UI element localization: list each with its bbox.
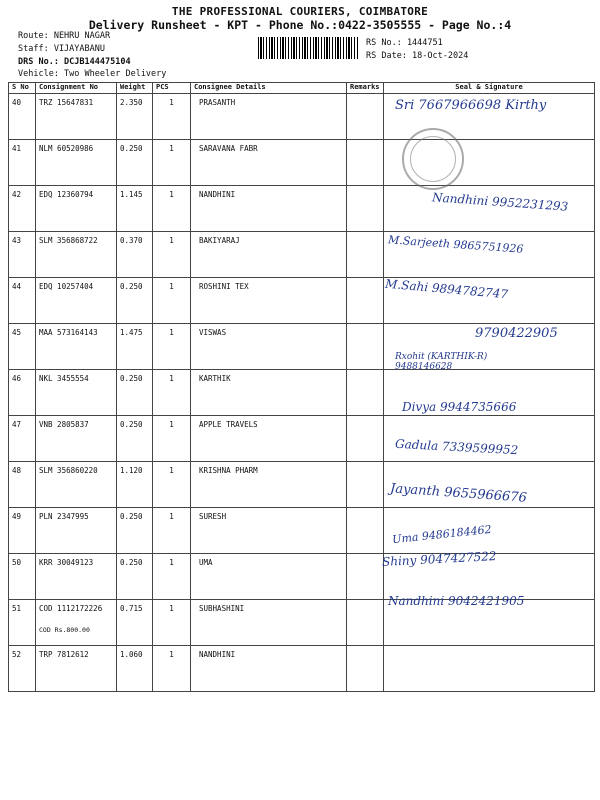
pcs-cell: [153, 554, 191, 600]
consignee-cell-text: NANDHINI: [199, 190, 236, 199]
consignment-cell: [36, 140, 117, 186]
weight-cell: [117, 600, 153, 646]
pcs-cell-text: 1: [169, 190, 174, 199]
consignment-cell: [36, 324, 117, 370]
weight-cell: [117, 646, 153, 692]
col-signature: Seal & Signature: [384, 83, 595, 94]
remarks-cell: [347, 646, 384, 692]
consignee-cell: [191, 600, 347, 646]
consignment-cell-text: NKL 3455554: [39, 374, 89, 383]
sno-cell-text: 41: [12, 144, 22, 153]
consignment-cell: [36, 416, 117, 462]
handwritten-signature: Sri 7667966698 Kirthy: [395, 98, 547, 113]
sno-cell: [9, 278, 36, 324]
consignment-cell-text: PLN 2347995: [39, 512, 89, 521]
consignment-cell-text: MAA 573164143: [39, 328, 98, 337]
sno-cell: [9, 94, 36, 140]
remarks-cell: [347, 508, 384, 554]
pcs-cell: [153, 646, 191, 692]
handwritten-signature: Shiny 9047427522: [381, 549, 497, 569]
consignment-cell-text: COD 1112172226: [39, 604, 103, 613]
weight-cell-text: 0.250: [120, 144, 143, 153]
table-row: [9, 554, 595, 600]
sno-cell: [9, 186, 36, 232]
handwritten-signature: M.Sarjeeth 9865751926: [387, 233, 524, 256]
weight-cell-text: 1.120: [120, 466, 143, 475]
consignment-cell-text: EDQ 10257404: [39, 282, 94, 291]
sno-cell: [9, 232, 36, 278]
weight-cell-text: 0.250: [120, 282, 143, 291]
handwritten-signature: 9790422905: [475, 326, 558, 341]
pcs-cell: [153, 324, 191, 370]
pcs-cell: [153, 94, 191, 140]
remarks-cell: [347, 140, 384, 186]
pcs-cell: [153, 186, 191, 232]
weight-cell: [117, 278, 153, 324]
table-row: [9, 646, 595, 692]
consignee-cell: [191, 324, 347, 370]
handwritten-signature: Divya 9944735666: [402, 400, 517, 414]
consignment-cell-text: TRP 7812612: [39, 650, 89, 659]
col-consignee: Consignee Details: [191, 83, 347, 94]
handwritten-signature: Uma 9486184462: [391, 522, 493, 547]
table-header: [9, 83, 595, 94]
vehicle-label: Vehicle: Two Wheeler Delivery: [18, 69, 167, 79]
weight-cell-text: 1.060: [120, 650, 143, 659]
col-consignment: Consignment No: [36, 83, 117, 94]
handwritten-signature: Nandhini 9952231293: [431, 190, 569, 214]
consignee-cell-text: KRISHNA PHARM: [199, 466, 258, 475]
weight-cell: [117, 462, 153, 508]
seal-stamp: [402, 128, 464, 190]
weight-cell-text: 0.370: [120, 236, 143, 245]
sno-cell-text: 43: [12, 236, 22, 245]
weight-cell-text: 1.145: [120, 190, 143, 199]
pcs-cell-text: 1: [169, 236, 174, 245]
remarks-cell: [347, 416, 384, 462]
table-row: [9, 508, 595, 554]
handwritten-signature: Jayanth 9655966676: [389, 481, 528, 506]
handwritten-signature: Gadula 7339599952: [394, 436, 519, 458]
pcs-cell-text: 1: [169, 558, 174, 567]
consignment-cell-text: SLM 356868722: [39, 236, 98, 245]
pcs-cell-text: 1: [169, 144, 174, 153]
consignee-cell-text: VISWAS: [199, 328, 227, 337]
pcs-cell: [153, 140, 191, 186]
weight-cell: [117, 416, 153, 462]
consignee-cell: [191, 462, 347, 508]
col-pcs: PCS: [153, 83, 191, 94]
pcs-cell-text: 1: [169, 328, 174, 337]
handwritten-signature: Rxohit (KARTHIK-R) 9488146628: [395, 352, 488, 372]
consignment-cell-text: TRZ 15647831: [39, 98, 94, 107]
rs-date: RS Date: 18-Oct-2024: [366, 51, 469, 61]
sno-cell: [9, 140, 36, 186]
weight-cell-text: 2.350: [120, 98, 143, 107]
consignee-cell: [191, 140, 347, 186]
drs-number: DRS No.: DCJB144475104: [18, 57, 131, 67]
sno-cell-text: 48: [12, 466, 22, 475]
consignee-cell: [191, 416, 347, 462]
pcs-cell: [153, 278, 191, 324]
sno-cell-text: 52: [12, 650, 22, 659]
sno-cell-text: 49: [12, 512, 22, 521]
handwritten-signature: Nandhini 9042421905: [388, 594, 525, 608]
pcs-cell-text: 1: [169, 374, 174, 383]
consignment-cell-text: NLM 60520986: [39, 144, 94, 153]
weight-cell: [117, 508, 153, 554]
cod-amount: COD Rs.800.00: [39, 626, 90, 634]
consignee-cell: [191, 94, 347, 140]
sno-cell-text: 51: [12, 604, 22, 613]
consignee-cell-text: BAKIYARAJ: [199, 236, 240, 245]
consignee-cell-text: UMA: [199, 558, 213, 567]
sno-cell-text: 47: [12, 420, 22, 429]
consignment-cell: [36, 554, 117, 600]
remarks-cell: [347, 600, 384, 646]
pcs-cell: [153, 416, 191, 462]
remarks-cell: [347, 232, 384, 278]
consignment-cell: [36, 232, 117, 278]
pcs-cell-text: 1: [169, 98, 174, 107]
consignment-cell-text: VNB 2805837: [39, 420, 89, 429]
weight-cell-text: 0.250: [120, 558, 143, 567]
consignee-cell: [191, 278, 347, 324]
consignee-cell: [191, 646, 347, 692]
consignment-cell: [36, 94, 117, 140]
weight-cell: [117, 554, 153, 600]
consignee-cell: [191, 554, 347, 600]
runsheet-title: Delivery Runsheet - KPT - Phone No.:0422-3505555 - Page No.:4: [88, 18, 512, 32]
remarks-cell: [347, 186, 384, 232]
remarks-cell: [347, 94, 384, 140]
consignment-cell-text: KRR 30049123: [39, 558, 94, 567]
barcode: [258, 37, 358, 59]
consignment-cell: [36, 278, 117, 324]
consignee-cell-text: SUBHASHINI: [199, 604, 245, 613]
consignee-cell-text: NANDHINI: [199, 650, 236, 659]
pcs-cell-text: 1: [169, 604, 174, 613]
consignee-cell: [191, 370, 347, 416]
staff-label: Staff: VIJAYABANU: [18, 44, 105, 54]
consignment-cell: [36, 462, 117, 508]
sno-cell: [9, 646, 36, 692]
consignee-cell-text: ROSHINI TEX: [199, 282, 249, 291]
pcs-cell-text: 1: [169, 512, 174, 521]
pcs-cell-text: 1: [169, 282, 174, 291]
signature-cell: [384, 646, 595, 692]
weight-cell: [117, 370, 153, 416]
consignment-cell: [36, 646, 117, 692]
sno-cell-text: 40: [12, 98, 22, 107]
consignee-cell-text: KARTHIK: [199, 374, 231, 383]
pcs-cell-text: 1: [169, 420, 174, 429]
remarks-cell: [347, 278, 384, 324]
sno-cell: [9, 554, 36, 600]
weight-cell-text: 0.250: [120, 512, 143, 521]
col-remarks: Remarks: [347, 83, 384, 94]
pcs-cell-text: 1: [169, 466, 174, 475]
sno-cell: [9, 462, 36, 508]
consignee-cell: [191, 232, 347, 278]
weight-cell-text: 0.715: [120, 604, 143, 613]
consignment-cell: [36, 186, 117, 232]
weight-cell: [117, 140, 153, 186]
sno-cell-text: 50: [12, 558, 22, 567]
weight-cell: [117, 186, 153, 232]
consignment-cell: [36, 370, 117, 416]
consignee-cell: [191, 186, 347, 232]
consignment-cell-text: EDQ 12360794: [39, 190, 94, 199]
sno-cell-text: 46: [12, 374, 22, 383]
sno-cell: [9, 508, 36, 554]
table-row: [9, 140, 595, 186]
consignee-cell-text: PRASANTH: [199, 98, 236, 107]
col-sno: S No: [9, 83, 36, 94]
consignee-cell: [191, 508, 347, 554]
remarks-cell: [347, 370, 384, 416]
weight-cell: [117, 94, 153, 140]
weight-cell-text: 1.475: [120, 328, 143, 337]
sno-cell: [9, 416, 36, 462]
sno-cell-text: 45: [12, 328, 22, 337]
pcs-cell: [153, 232, 191, 278]
pcs-cell: [153, 462, 191, 508]
consignment-cell: [36, 508, 117, 554]
consignee-cell-text: SARAVANA FABR: [199, 144, 258, 153]
route-label: Route: NEHRU NAGAR: [18, 31, 111, 41]
pcs-cell: [153, 370, 191, 416]
sno-cell-text: 44: [12, 282, 22, 291]
pcs-cell: [153, 600, 191, 646]
consignment-cell-text: SLM 356860220: [39, 466, 98, 475]
pcs-cell: [153, 508, 191, 554]
weight-cell: [117, 232, 153, 278]
pcs-cell-text: 1: [169, 650, 174, 659]
remarks-cell: [347, 462, 384, 508]
sno-cell-text: 42: [12, 190, 22, 199]
weight-cell-text: 0.250: [120, 374, 143, 383]
consignee-cell-text: SURESH: [199, 512, 227, 521]
remarks-cell: [347, 554, 384, 600]
sno-cell: [9, 324, 36, 370]
company-title: THE PROFESSIONAL COURIERS, COIMBATORE: [171, 5, 429, 18]
remarks-cell: [347, 324, 384, 370]
sno-cell: [9, 600, 36, 646]
col-weight: Weight: [117, 83, 153, 94]
consignment-cell: [36, 600, 117, 646]
consignee-cell-text: APPLE TRAVELS: [199, 420, 258, 429]
handwritten-signature: M.Sahi 9894782747: [384, 276, 509, 302]
weight-cell-text: 0.250: [120, 420, 143, 429]
weight-cell: [117, 324, 153, 370]
sno-cell: [9, 370, 36, 416]
rs-number: RS No.: 1444751: [366, 38, 443, 48]
